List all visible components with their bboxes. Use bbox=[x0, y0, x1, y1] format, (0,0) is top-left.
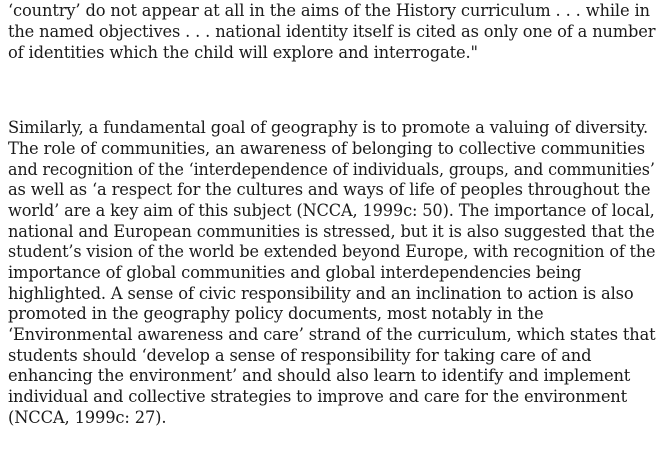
paragraph-line: students should ‘develop a sense of responsibility for taking care of and bbox=[8, 346, 592, 365]
paragraph-line: highlighted. A sense of civic responsibility and an inclination to action is also bbox=[8, 284, 634, 303]
paragraph-line: national and European communities is stressed, but it is also suggested that the bbox=[8, 222, 655, 241]
paragraph-line: world’ are a key aim of this subject (NCCA, 1999c: 50). The importance of local, bbox=[8, 201, 655, 220]
paragraph-line: The role of communities, an awareness of belonging to collective communities bbox=[8, 139, 645, 158]
paragraph-line: student’s vision of the world be extended beyond Europe, with recognition of the bbox=[8, 242, 656, 261]
paragraph-line: and recognition of the ‘interdependence of individuals, groups, and communities’ bbox=[8, 160, 655, 179]
paragraph-line: as well as ‘a respect for the cultures and ways of life of peoples throughout the bbox=[8, 180, 651, 199]
paragraph-line: Similarly, a fundamental goal of geography is to promote a valuing of diversity. bbox=[8, 118, 649, 137]
quote-line: ‘country’ do not appear at all in the aims of the History curriculum . . . while in bbox=[8, 1, 650, 20]
paragraph-line: promoted in the geography policy documents, most notably in the bbox=[8, 304, 544, 323]
paragraph-line: (NCCA, 1999c: 27). bbox=[8, 408, 167, 427]
paragraph-line: enhancing the environment’ and should also learn to identify and implement bbox=[8, 366, 631, 385]
paragraph-line: ‘Environmental awareness and care’ strand of the curriculum, which states that bbox=[8, 325, 656, 344]
quote-line: of identities which the child will explore and interrogate." bbox=[8, 43, 478, 62]
paragraph-line: importance of global communities and global interdependencies being bbox=[8, 263, 582, 282]
paragraph-line: individual and collective strategies to improve and care for the environment bbox=[8, 387, 628, 406]
quote-line: the named objectives . . . national identity itself is cited as only one of a number bbox=[8, 22, 656, 41]
